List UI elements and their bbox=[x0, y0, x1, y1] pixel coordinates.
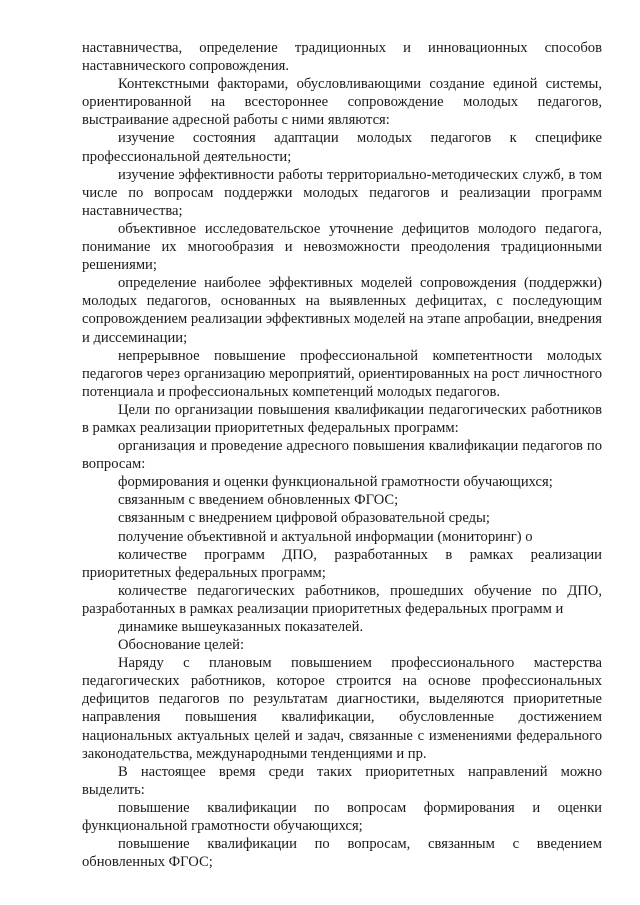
paragraph-context-factors: Контекстными факторами, обусловливающими создание единой системы, ориентированной на всестороннее сопровождение молодых педагогов, выстраивание адресной работы с ними являются: bbox=[82, 76, 602, 129]
paragraph-priority-directions: В настоящее время среди таких приоритетных направлений можно выделить: bbox=[82, 763, 602, 798]
paragraph-rationale-heading: Обоснование целей: bbox=[118, 637, 245, 654]
list-item-fgos-training: повышение квалификации по вопросам, связанным с введением обновленных ФГОС; bbox=[82, 836, 602, 871]
paragraph-intro-continuation: наставничества, определение традиционных и инновационных способов наставнического сопровождения. bbox=[82, 40, 602, 75]
list-item-fgos: связанным с введением обновленных ФГОС; bbox=[118, 492, 399, 509]
list-item-literacy-training: повышение квалификации по вопросам формирования и оценки функциональной грамотности обучающихся; bbox=[82, 799, 602, 835]
paragraph-goals-heading: Цели по организации повышения квалификации педагогических работников в рамках реализации приоритетных федеральных программ: bbox=[82, 401, 602, 436]
list-item-adaptation-study: изучение состояния адаптации молодых педагогов к специфике профессиональной деятельности; bbox=[82, 130, 602, 165]
list-item-trained-count: количестве педагогических работников, прошедших обучение по ДПО, разработанных в рамках реализации приоритетных федеральных программ и bbox=[82, 582, 602, 617]
list-item-models-definition: определение наиболее эффективных моделей сопровождения (поддержки) молодых педагогов, основанных на выявленных дефицитах, с последующим сопровождением реализации эффективных моделей на этапе апробации, внедрения и диссеминации; bbox=[82, 275, 602, 346]
list-item-targeted-training: организация и проведение адресного повышения квалификации педагогов по вопросам: bbox=[82, 438, 602, 473]
list-item-dynamics: динамике вышеуказанных показателей. bbox=[118, 619, 364, 635]
list-item-functional-literacy: формирования и оценки функциональной грамотности обучающихся; bbox=[118, 474, 553, 491]
list-item-deficits-research: объективное исследовательское уточнение дефицитов молодого педагога, понимание их многообразия и невозможности преодоления традиционными решениями; bbox=[82, 220, 602, 274]
paragraph-rationale-body: Наряду с плановым повышением профессионального мастерства педагогических работников, которое строится на основе профессиональных дефицитов педагогов по результатам диагностики, выделяются приоритетные направления повышения квалификации, обусловленные достижением национальных актуальных целей и задач, связанные с изменениями федерального законодательства, международными тенденциями и пр. bbox=[82, 655, 602, 762]
list-item-monitoring: получение объективной и актуальной информации (мониторинг) о bbox=[118, 528, 533, 545]
document-page bbox=[82, 39, 602, 871]
list-item-digital-environment: связанным с внедрением цифровой образовательной среды; bbox=[118, 510, 490, 527]
list-item-dpo-programs-count: количестве программ ДПО, разработанных в рамках реализации приоритетных федеральных программ; bbox=[82, 546, 602, 581]
list-item-competence-growth: непрерывное повышение профессиональной компетентности молодых педагогов через организацию мероприятий, ориентированных на рост личностного потенциала и профессиональных компетенций молодых педагогов. bbox=[82, 347, 602, 400]
list-item-services-efficiency: изучение эффективности работы территориально-методических служб, в том числе по вопросам поддержки молодых педагогов и реализации программ наставничества; bbox=[82, 166, 602, 219]
